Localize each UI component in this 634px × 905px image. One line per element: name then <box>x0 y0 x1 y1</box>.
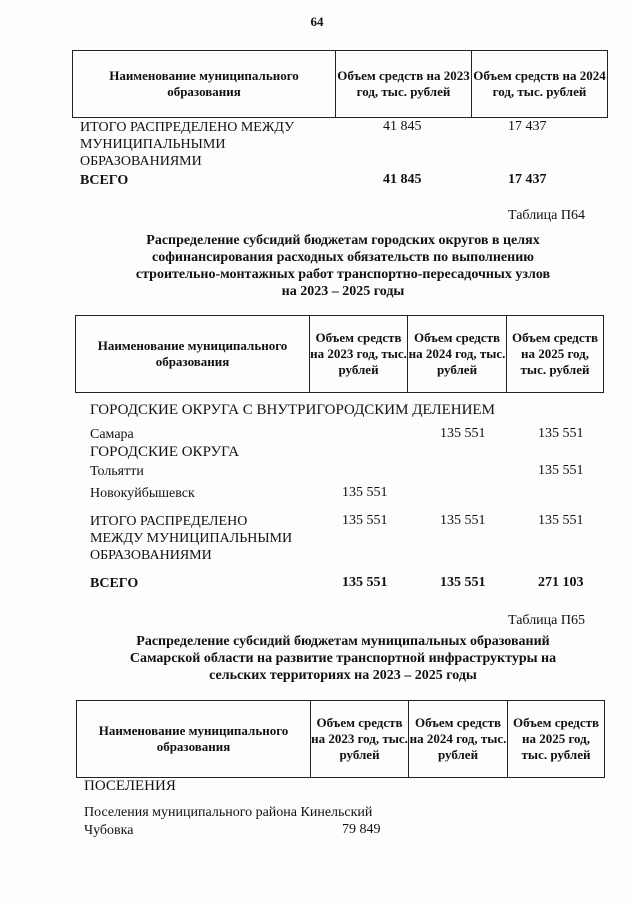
section-urban-districts-divided: ГОРОДСКИЕ ОКРУГА С ВНУТРИГОРОДСКИМ ДЕЛЕНИЕМ <box>90 402 495 418</box>
grand-total-2025: 271 103 <box>538 575 584 590</box>
header-name: Наименование муниципального образования <box>73 51 336 118</box>
header-name: Наименование муниципального образования <box>77 701 311 778</box>
header-2023: Объем средств на 2023 год, тыс. рублей <box>310 316 408 393</box>
header-2025: Объем средств на 2025 год, тыс. рублей <box>508 701 605 778</box>
header-2023: Объем средств на 2023 год, тыс. рублей <box>311 701 409 778</box>
total-2023: 41 845 <box>383 119 422 134</box>
total-label: ИТОГО РАСПРЕДЕЛЕНО МЕЖДУ МУНИЦИПАЛЬНЫМИ ОБРАЗОВАНИЯМИ <box>80 120 294 169</box>
total-2024: 17 437 <box>508 119 547 134</box>
section-urban-districts: ГОРОДСКИЕ ОКРУГА <box>90 444 240 460</box>
title-p64: Распределение субсидий бюджетам городских округов в целях софинансирования расходных обязательств по выполнению строительно-монтажных работ транспортно-пересадочных узлов на 2023 – 2025 годы <box>135 233 551 299</box>
samara-2024: 135 551 <box>440 426 486 441</box>
row-name-samara: Самара <box>90 427 134 442</box>
grand-total-2023: 135 551 <box>342 575 388 590</box>
caption-p65: Таблица П65 <box>508 613 585 628</box>
total-label: ИТОГО РАСПРЕДЕЛЕНО МЕЖДУ МУНИЦИПАЛЬНЫМИ ОБРАЗОВАНИЯМИ <box>90 514 293 563</box>
grand-total-2023: 41 845 <box>383 172 422 187</box>
header-name: Наименование муниципального образования <box>76 316 310 393</box>
row-name-chubovka: Чубовка <box>84 823 134 838</box>
row-name-tolyatti: Тольятти <box>90 464 144 479</box>
chubovka-2023: 79 849 <box>342 822 381 837</box>
table-p64-header <box>75 315 604 393</box>
header-2024: Объем средств на 2024 год, тыс. рублей <box>409 701 508 778</box>
row-name-novokuybyshevsk: Новокуйбышевск <box>90 486 195 501</box>
grand-total-label: ВСЕГО <box>80 173 129 188</box>
title-p65: Распределение субсидий бюджетам муниципальных образований Самарской области на развитие транспортной инфраструктуры на сельских территориях на 2023 – 2025 годы <box>129 634 557 683</box>
tolyatti-2025: 135 551 <box>538 463 584 478</box>
header-2024: Объем средств на 2024 год, тыс. рублей <box>472 51 608 118</box>
subsection-kinelsky: Поселения муниципального района Кинельский <box>84 805 373 820</box>
page-number: 64 <box>310 14 324 29</box>
header-2023: Объем средств на 2023 год, тыс. рублей <box>336 51 472 118</box>
total-2024: 135 551 <box>440 513 486 528</box>
table-top-header <box>72 50 608 118</box>
grand-total-2024: 135 551 <box>440 575 486 590</box>
table-p65-header <box>76 700 605 778</box>
header-2024: Объем средств на 2024 год, тыс. рублей <box>408 316 507 393</box>
header-2025: Объем средств на 2025 год, тыс. рублей <box>507 316 604 393</box>
novokuybyshevsk-2023: 135 551 <box>342 485 388 500</box>
section-settlements: ПОСЕЛЕНИЯ <box>84 778 176 794</box>
grand-total-label: ВСЕГО <box>90 576 139 591</box>
grand-total-2024: 17 437 <box>508 172 547 187</box>
total-2023: 135 551 <box>342 513 388 528</box>
total-2025: 135 551 <box>538 513 584 528</box>
caption-p64: Таблица П64 <box>508 208 585 223</box>
samara-2025: 135 551 <box>538 426 584 441</box>
